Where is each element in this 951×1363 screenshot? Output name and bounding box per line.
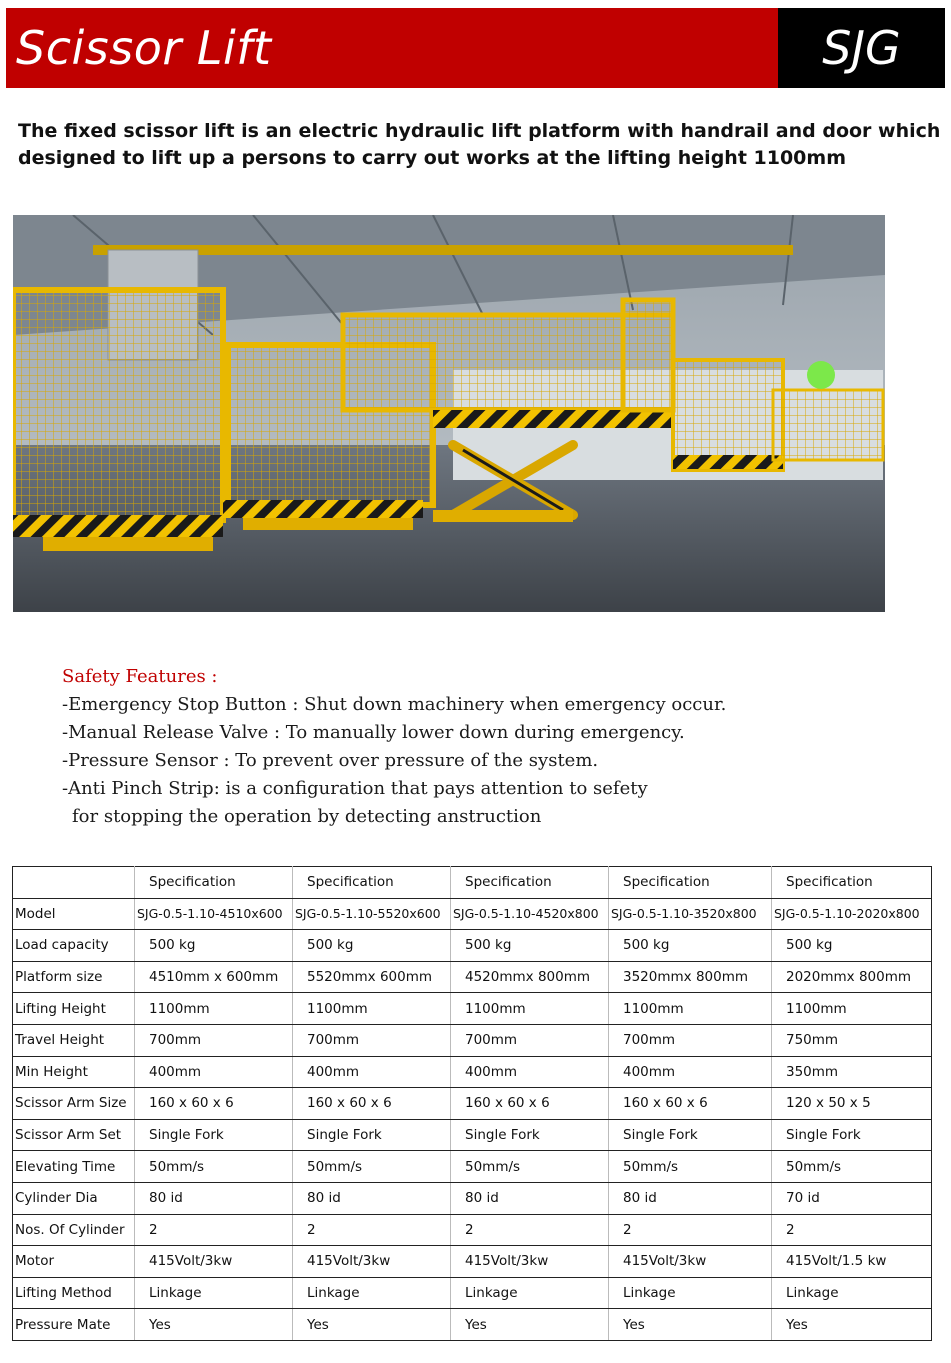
table-cell: Yes <box>609 1309 772 1341</box>
table-cell: 1100mm <box>451 993 609 1025</box>
row-label-cell: Travel Height <box>13 1024 135 1056</box>
table-row <box>13 1056 932 1088</box>
product-photo <box>13 215 885 612</box>
table-cell: 4510mm x 600mm <box>135 961 293 993</box>
specification-table <box>12 866 932 1341</box>
table-cell: SJG-0.5-1.10-4520x800 <box>451 898 609 930</box>
table-cell: Single Fork <box>135 1119 293 1151</box>
header-brand-band <box>778 8 945 88</box>
table-cell: 160 x 60 x 6 <box>609 1088 772 1120</box>
table-cell: 4520mmx 800mm <box>451 961 609 993</box>
table-row <box>13 1119 932 1151</box>
table-cell: SJG-0.5-1.10-2020x800 <box>772 898 932 930</box>
safety-item: -Anti Pinch Strip: is a configuration that pays attention to sefety <box>62 778 648 799</box>
table-cell: 2 <box>772 1214 932 1246</box>
table-cell: 50mm/s <box>135 1151 293 1183</box>
row-label-cell: Elevating Time <box>13 1151 135 1183</box>
table-cell: 350mm <box>772 1056 932 1088</box>
row-label-cell: Nos. Of Cylinder <box>13 1214 135 1246</box>
row-label-cell: Scissor Arm Set <box>13 1119 135 1151</box>
table-cell: 50mm/s <box>293 1151 451 1183</box>
intro-paragraph: The fixed scissor lift is an electric hydraulic lift platform with handrail and door which designed to lift up a persons to carry out works at the lifting height 1100mm <box>18 120 941 169</box>
table-cell: 2 <box>135 1214 293 1246</box>
table-cell: 80 id <box>451 1182 609 1214</box>
table-header-cell: Specification <box>451 867 609 899</box>
table-header-cell: Specification <box>772 867 932 899</box>
table-cell: Yes <box>293 1309 451 1341</box>
page-header <box>6 8 945 88</box>
table-header-cell <box>13 867 135 899</box>
table-cell: 415Volt/3kw <box>135 1246 293 1278</box>
safety-features <box>62 663 726 831</box>
table-row <box>13 1309 932 1341</box>
table-cell: 400mm <box>609 1056 772 1088</box>
table-cell: 400mm <box>293 1056 451 1088</box>
table-header-cell: Specification <box>135 867 293 899</box>
table-cell: 5520mmx 600mm <box>293 961 451 993</box>
table-cell: Single Fork <box>293 1119 451 1151</box>
table-cell: Single Fork <box>772 1119 932 1151</box>
table-cell: SJG-0.5-1.10-3520x800 <box>609 898 772 930</box>
row-label-cell: Platform size <box>13 961 135 993</box>
table-cell: Linkage <box>135 1277 293 1309</box>
table-cell: 3520mmx 800mm <box>609 961 772 993</box>
brand-logo-text: SJG <box>822 21 901 75</box>
table-row <box>13 993 932 1025</box>
table-cell: Single Fork <box>609 1119 772 1151</box>
table-cell: Yes <box>135 1309 293 1341</box>
table-row <box>13 961 932 993</box>
table-row <box>13 1024 932 1056</box>
table-cell: 400mm <box>451 1056 609 1088</box>
table-cell: 80 id <box>135 1182 293 1214</box>
safety-item: -Manual Release Valve : To manually lower down during emergency. <box>62 722 685 743</box>
table-cell: 160 x 60 x 6 <box>293 1088 451 1120</box>
table-cell: Single Fork <box>451 1119 609 1151</box>
row-label-cell: Load capacity <box>13 930 135 962</box>
table-cell: 1100mm <box>293 993 451 1025</box>
table-row <box>13 1151 932 1183</box>
row-label-cell: Model <box>13 898 135 930</box>
table-cell: 1100mm <box>135 993 293 1025</box>
table-cell: 2 <box>609 1214 772 1246</box>
table-cell: Linkage <box>451 1277 609 1309</box>
table-cell: 750mm <box>772 1024 932 1056</box>
table-cell: 700mm <box>135 1024 293 1056</box>
table-cell: 2020mmx 800mm <box>772 961 932 993</box>
table-cell: Yes <box>451 1309 609 1341</box>
table-row <box>13 930 932 962</box>
table-cell: 500 kg <box>451 930 609 962</box>
row-label-cell: Lifting Height <box>13 993 135 1025</box>
table-cell: 700mm <box>293 1024 451 1056</box>
table-cell: Linkage <box>772 1277 932 1309</box>
safety-features-title: Safety Features : <box>62 666 218 687</box>
table-cell: 700mm <box>609 1024 772 1056</box>
table-cell: 70 id <box>772 1182 932 1214</box>
row-label-cell: Cylinder Dia <box>13 1182 135 1214</box>
row-label-cell: Min Height <box>13 1056 135 1088</box>
table-row <box>13 898 932 930</box>
table-cell: 160 x 60 x 6 <box>451 1088 609 1120</box>
safety-item: -Emergency Stop Button : Shut down machinery when emergency occur. <box>62 694 727 715</box>
table-cell: 415Volt/3kw <box>609 1246 772 1278</box>
table-cell: 50mm/s <box>772 1151 932 1183</box>
table-row <box>13 1182 932 1214</box>
row-label-cell: Motor <box>13 1246 135 1278</box>
table-cell: 1100mm <box>772 993 932 1025</box>
table-cell: 500 kg <box>135 930 293 962</box>
table-cell: 415Volt/3kw <box>293 1246 451 1278</box>
safety-item: for stopping the operation by detecting anstruction <box>72 806 542 827</box>
table-cell: 400mm <box>135 1056 293 1088</box>
table-row <box>13 1214 932 1246</box>
page-title: Scissor Lift <box>16 21 272 75</box>
table-header-row <box>13 867 932 899</box>
table-cell: Linkage <box>293 1277 451 1309</box>
table-cell: 2 <box>451 1214 609 1246</box>
table-cell: 50mm/s <box>609 1151 772 1183</box>
table-cell: 415Volt/1.5 kw <box>772 1246 932 1278</box>
table-cell: 160 x 60 x 6 <box>135 1088 293 1120</box>
table-cell: 415Volt/3kw <box>451 1246 609 1278</box>
table-row <box>13 1277 932 1309</box>
table-cell: Yes <box>772 1309 932 1341</box>
header-title-band <box>6 8 778 88</box>
table-header-cell: Specification <box>609 867 772 899</box>
table-row <box>13 1246 932 1278</box>
table-cell: 500 kg <box>772 930 932 962</box>
safety-item: -Pressure Sensor : To prevent over pressure of the system. <box>62 750 599 771</box>
table-cell: 120 x 50 x 5 <box>772 1088 932 1120</box>
table-cell: 80 id <box>293 1182 451 1214</box>
table-cell: SJG-0.5-1.10-4510x600 <box>135 898 293 930</box>
table-cell: 500 kg <box>609 930 772 962</box>
row-label-cell: Scissor Arm Size <box>13 1088 135 1120</box>
table-cell: 700mm <box>451 1024 609 1056</box>
table-cell: 50mm/s <box>451 1151 609 1183</box>
table-cell: SJG-0.5-1.10-5520x600 <box>293 898 451 930</box>
table-cell: 1100mm <box>609 993 772 1025</box>
table-cell: Linkage <box>609 1277 772 1309</box>
table-cell: 2 <box>293 1214 451 1246</box>
row-label-cell: Lifting Method <box>13 1277 135 1309</box>
table-cell: 80 id <box>609 1182 772 1214</box>
row-label-cell: Pressure Mate <box>13 1309 135 1341</box>
table-header-cell: Specification <box>293 867 451 899</box>
table-cell: 500 kg <box>293 930 451 962</box>
table-row <box>13 1088 932 1120</box>
